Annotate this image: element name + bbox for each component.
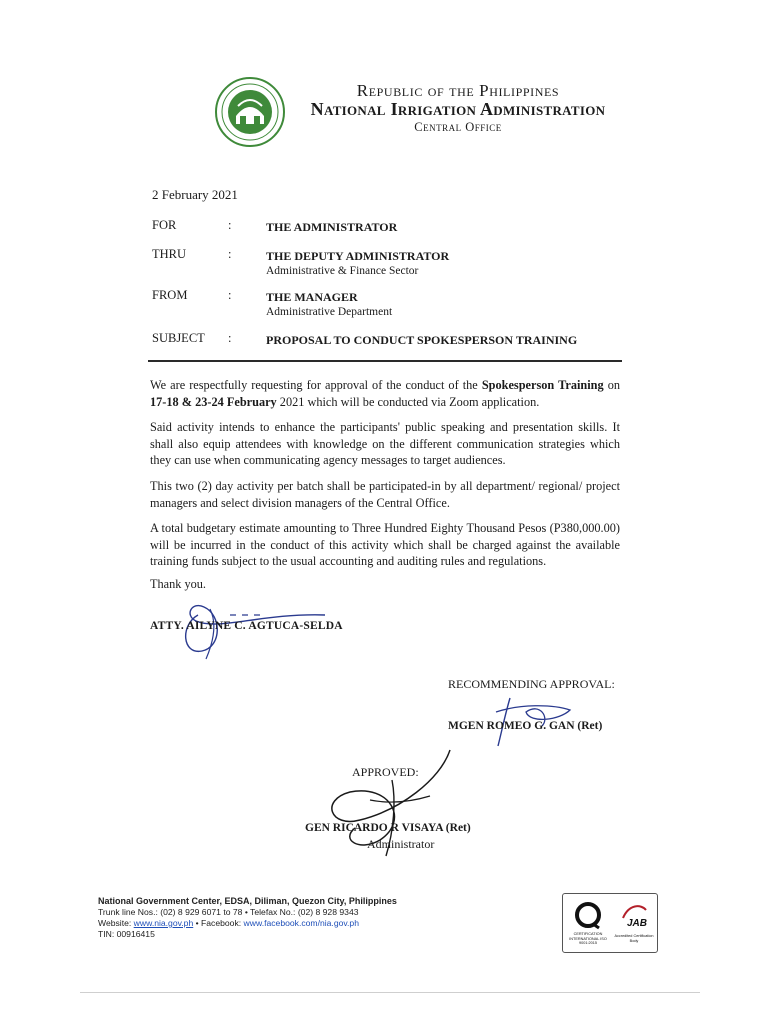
body-paragraph-participants: This two (2) day activity per batch shall be participated-in by all department/ regional/ project managers and select division managers of the Central Office. [150,479,620,510]
text-run: on [603,378,620,392]
memo-value: THE MANAGER [266,290,358,304]
footer-phones: Trunk line Nos.: (02) 8 929 6071 to 78 • Telefax No.: (02) 8 928 9343 [98,907,359,917]
certification-ring-icon [573,900,603,930]
training-dates: 17-18 & 23-24 February [150,394,277,409]
memo-label: FOR [152,218,177,232]
approved-title: Administrator [367,837,435,851]
page-bottom-edge [80,992,700,993]
letterhead-office: Central Office [414,120,502,134]
letterhead-agency: National Irrigation Administration [310,99,606,119]
body-paragraph-purpose: Said activity intends to enhance the participants' public speaking and presentation skills. It shall also equip attendees with knowledge on the different communication strategies which they can use when communicating agency messages to target audiences. [150,420,620,467]
cert-left-text: CERTIFICATION INTERNATIONAL ISO 9001:2015 [569,932,607,945]
footer-address: National Government Center, EDSA, Diliman, Quezon City, Philippines [98,896,397,906]
memo-label: FROM [152,288,188,302]
memo-colon: : [228,288,232,302]
memo-subvalue: Administrative Department [266,306,393,318]
memo-label: SUBJECT [152,331,205,345]
jab-accreditation-icon [619,900,649,930]
approved-name: GEN RICARDO R VISAYA (Ret) [305,822,471,834]
memo-subvalue: Administrative & Finance Sector [266,265,419,277]
body-paragraph-request [150,377,620,410]
cert-right-text: Accredited Certification Body [614,934,654,943]
memo-value: THE ADMINISTRATOR [266,220,398,234]
text-run: We are respectfully requesting for approval of the conduct of the [150,378,482,392]
training-name: Spokesperson Training [481,378,604,392]
recommending-name: MGEN ROMEO G. GAN (Ret) [448,720,603,732]
jab-brand: JAB [627,918,648,929]
memo-colon: : [228,331,232,345]
memo-subject-value: PROPOSAL TO CONDUCT SPOKESPERSON TRAINING [266,333,578,347]
recommending-approval-label: RECOMMENDING APPROVAL: [448,677,615,691]
memo-date: 2 February 2021 [152,187,238,202]
certification-badge [562,893,658,953]
footer-contact [98,896,397,940]
header-divider [148,360,622,362]
closing-thanks: Thank you. [150,577,207,591]
memo-colon: : [228,247,232,261]
memo-colon: : [228,218,232,232]
text-run: 2021 which will be conducted via Zoom application. [276,394,540,409]
memo-label: THRU [152,247,187,261]
signer-name: ATTY. AILYNE C. AGTUCA-SELDA [150,620,343,632]
facebook-link[interactable]: www.facebook.com/nia.gov.ph [243,918,359,928]
memo-value: THE DEPUTY ADMINISTRATOR [266,249,450,263]
website-label: Website: [98,918,134,928]
footer-web-row [98,918,397,929]
body-paragraph-budget: A total budgetary estimate amounting to Three Hundred Eighty Thousand Pesos (P380,000.00) will be incurred in the conduct of this activity which shall be charged against the available training funds subject to the usual accounting and auditing rules and regulations. [150,521,620,568]
approved-label: APPROVED: [352,765,419,779]
footer-tin: TIN: 00916415 [98,929,155,939]
website-link[interactable]: www.nia.gov.ph [133,918,194,928]
facebook-label: • Facebook: [193,918,244,928]
letterhead-republic: Republic of the Philippines [356,81,560,100]
